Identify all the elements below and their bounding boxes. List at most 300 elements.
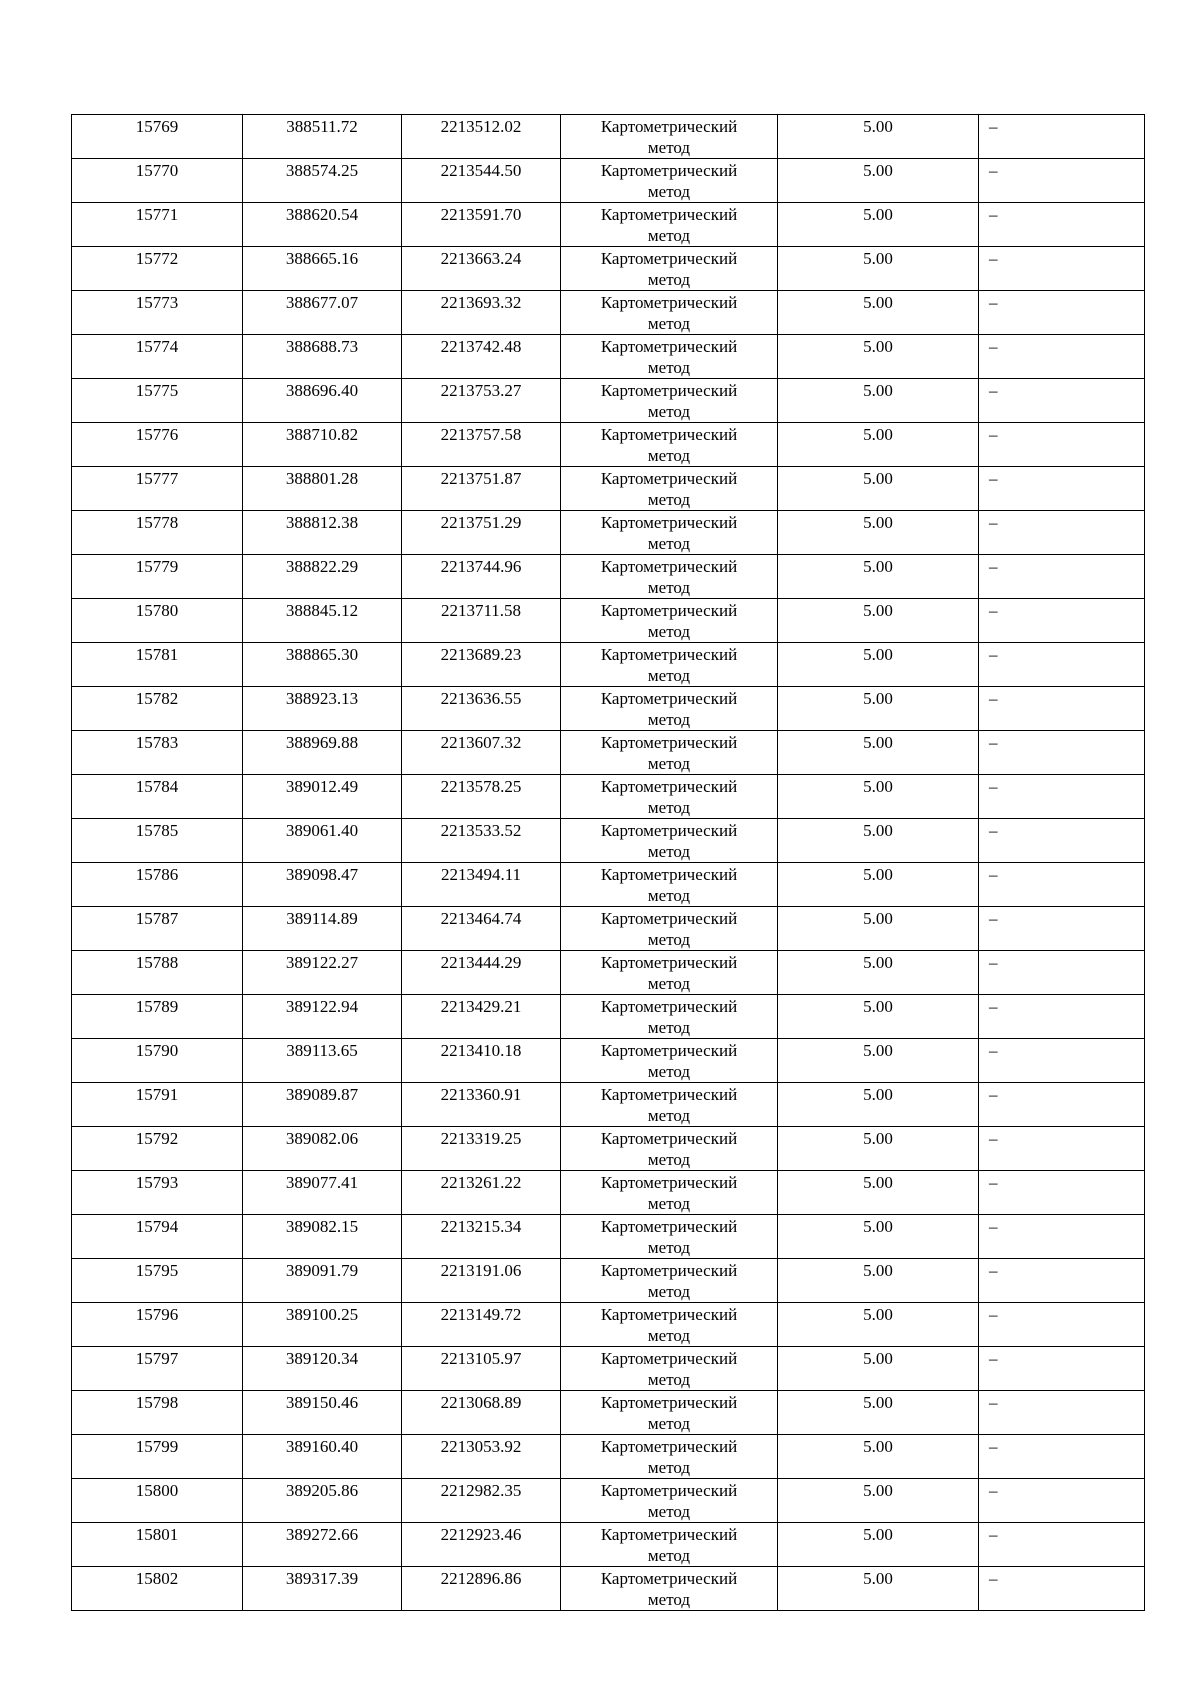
note-cell-text: – bbox=[989, 337, 998, 356]
y-coordinate-cell bbox=[402, 511, 561, 555]
point-number-cell bbox=[72, 599, 243, 643]
accuracy-cell bbox=[778, 467, 979, 511]
table-row bbox=[72, 1127, 1145, 1171]
method-line-1: Картометрический bbox=[600, 557, 738, 576]
point-number-cell-text: 15785 bbox=[135, 821, 179, 840]
y-coordinate-cell bbox=[402, 1567, 561, 1611]
y-coordinate-cell bbox=[402, 467, 561, 511]
accuracy-cell-text: 5.00 bbox=[863, 997, 893, 1016]
point-number-cell bbox=[72, 951, 243, 995]
method-cell bbox=[561, 1127, 778, 1171]
x-coordinate-cell bbox=[243, 1391, 402, 1435]
x-coordinate-cell bbox=[243, 1259, 402, 1303]
point-number-cell bbox=[72, 203, 243, 247]
method-line-1: Картометрический bbox=[600, 1129, 738, 1148]
accuracy-cell bbox=[778, 1435, 979, 1479]
accuracy-cell bbox=[778, 1303, 979, 1347]
table-row bbox=[72, 731, 1145, 775]
method-cell bbox=[561, 731, 778, 775]
y-coordinate-cell bbox=[402, 643, 561, 687]
y-coordinate-cell-text: 2212982.35 bbox=[440, 1481, 522, 1500]
point-number-cell bbox=[72, 775, 243, 819]
method-line-2: метод bbox=[647, 842, 691, 861]
y-coordinate-cell bbox=[402, 1127, 561, 1171]
y-coordinate-cell bbox=[402, 951, 561, 995]
method-cell bbox=[561, 1479, 778, 1523]
y-coordinate-cell-text: 2213068.89 bbox=[440, 1393, 522, 1412]
point-number-cell-text: 15789 bbox=[135, 997, 179, 1016]
method-line-2: метод bbox=[647, 1326, 691, 1345]
point-number-cell-text: 15769 bbox=[135, 117, 179, 136]
note-cell-text: – bbox=[989, 1217, 998, 1236]
x-coordinate-cell bbox=[243, 511, 402, 555]
method-cell bbox=[561, 115, 778, 159]
accuracy-cell bbox=[778, 1215, 979, 1259]
note-cell-text: – bbox=[989, 513, 998, 532]
point-number-cell bbox=[72, 159, 243, 203]
table-row bbox=[72, 1259, 1145, 1303]
x-coordinate-cell bbox=[243, 1435, 402, 1479]
method-line-2: метод bbox=[647, 622, 691, 641]
note-cell-text: – bbox=[989, 909, 998, 928]
method-cell bbox=[561, 819, 778, 863]
method-cell bbox=[561, 951, 778, 995]
y-coordinate-cell bbox=[402, 247, 561, 291]
note-cell-text: – bbox=[989, 1173, 998, 1192]
y-coordinate-cell-text: 2213533.52 bbox=[440, 821, 522, 840]
point-number-cell bbox=[72, 423, 243, 467]
note-cell bbox=[979, 247, 1145, 291]
point-number-cell bbox=[72, 643, 243, 687]
note-cell-text: – bbox=[989, 777, 998, 796]
x-coordinate-cell-text: 389100.25 bbox=[285, 1305, 359, 1324]
point-number-cell-text: 15795 bbox=[135, 1261, 179, 1280]
method-line-2: метод bbox=[647, 578, 691, 597]
method-line-2: метод bbox=[647, 1238, 691, 1257]
x-coordinate-cell-text: 388574.25 bbox=[285, 161, 359, 180]
method-line-1: Картометрический bbox=[600, 469, 738, 488]
x-coordinate-cell bbox=[243, 203, 402, 247]
table-row bbox=[72, 1435, 1145, 1479]
note-cell bbox=[979, 1083, 1145, 1127]
table-row bbox=[72, 511, 1145, 555]
x-coordinate-cell-text: 389089.87 bbox=[285, 1085, 359, 1104]
table-row bbox=[72, 159, 1145, 203]
method-line-1: Картометрический bbox=[600, 337, 738, 356]
accuracy-cell bbox=[778, 555, 979, 599]
point-number-cell bbox=[72, 1567, 243, 1611]
point-number-cell bbox=[72, 907, 243, 951]
point-number-cell-text: 15780 bbox=[135, 601, 179, 620]
x-coordinate-cell-text: 389205.86 bbox=[285, 1481, 359, 1500]
y-coordinate-cell bbox=[402, 995, 561, 1039]
method-line-1: Картометрический bbox=[600, 1217, 738, 1236]
method-line-1: Картометрический bbox=[600, 1393, 738, 1412]
point-number-cell bbox=[72, 995, 243, 1039]
method-line-2: метод bbox=[647, 1414, 691, 1433]
y-coordinate-cell bbox=[402, 599, 561, 643]
table-row bbox=[72, 379, 1145, 423]
method-cell bbox=[561, 555, 778, 599]
point-number-cell bbox=[72, 291, 243, 335]
method-line-2: метод bbox=[647, 666, 691, 685]
point-number-cell bbox=[72, 1171, 243, 1215]
accuracy-cell bbox=[778, 1039, 979, 1083]
method-line-2: метод bbox=[647, 1590, 691, 1609]
method-cell bbox=[561, 1347, 778, 1391]
table-row bbox=[72, 1391, 1145, 1435]
x-coordinate-cell bbox=[243, 1567, 402, 1611]
method-line-2: метод bbox=[647, 270, 691, 289]
x-coordinate-cell-text: 388865.30 bbox=[285, 645, 359, 664]
table-row bbox=[72, 247, 1145, 291]
point-number-cell-text: 15797 bbox=[135, 1349, 179, 1368]
accuracy-cell bbox=[778, 951, 979, 995]
note-cell-text: – bbox=[989, 689, 998, 708]
accuracy-cell bbox=[778, 159, 979, 203]
method-line-2: метод bbox=[647, 358, 691, 377]
y-coordinate-cell bbox=[402, 1303, 561, 1347]
method-cell bbox=[561, 1303, 778, 1347]
note-cell bbox=[979, 1171, 1145, 1215]
method-line-1: Картометрический bbox=[600, 601, 738, 620]
x-coordinate-cell bbox=[243, 467, 402, 511]
note-cell-text: – bbox=[989, 953, 998, 972]
coordinates-table bbox=[71, 114, 1145, 1611]
method-cell bbox=[561, 1083, 778, 1127]
coordinates-table-body bbox=[72, 115, 1145, 1611]
point-number-cell-text: 15778 bbox=[135, 513, 179, 532]
document-page bbox=[71, 114, 1145, 1611]
y-coordinate-cell-text: 2213429.21 bbox=[440, 997, 522, 1016]
method-cell bbox=[561, 1567, 778, 1611]
point-number-cell-text: 15796 bbox=[135, 1305, 179, 1324]
accuracy-cell-text: 5.00 bbox=[863, 1437, 893, 1456]
y-coordinate-cell bbox=[402, 775, 561, 819]
accuracy-cell bbox=[778, 1127, 979, 1171]
accuracy-cell-text: 5.00 bbox=[863, 425, 893, 444]
accuracy-cell-text: 5.00 bbox=[863, 557, 893, 576]
point-number-cell-text: 15799 bbox=[135, 1437, 179, 1456]
note-cell-text: – bbox=[989, 557, 998, 576]
method-line-2: метод bbox=[647, 1062, 691, 1081]
method-cell bbox=[561, 687, 778, 731]
note-cell bbox=[979, 379, 1145, 423]
note-cell-text: – bbox=[989, 117, 998, 136]
x-coordinate-cell bbox=[243, 687, 402, 731]
x-coordinate-cell-text: 388688.73 bbox=[285, 337, 359, 356]
note-cell-text: – bbox=[989, 1349, 998, 1368]
accuracy-cell-text: 5.00 bbox=[863, 293, 893, 312]
table-row bbox=[72, 291, 1145, 335]
y-coordinate-cell bbox=[402, 335, 561, 379]
table-row bbox=[72, 115, 1145, 159]
y-coordinate-cell bbox=[402, 1435, 561, 1479]
y-coordinate-cell-text: 2213464.74 bbox=[440, 909, 522, 928]
point-number-cell-text: 15787 bbox=[135, 909, 179, 928]
method-line-2: метод bbox=[647, 930, 691, 949]
point-number-cell-text: 15798 bbox=[135, 1393, 179, 1412]
note-cell bbox=[979, 1391, 1145, 1435]
accuracy-cell bbox=[778, 1523, 979, 1567]
accuracy-cell-text: 5.00 bbox=[863, 1041, 893, 1060]
method-line-2: метод bbox=[647, 974, 691, 993]
y-coordinate-cell-text: 2213191.06 bbox=[440, 1261, 522, 1280]
x-coordinate-cell-text: 388665.16 bbox=[285, 249, 359, 268]
method-line-1: Картометрический bbox=[600, 1041, 738, 1060]
x-coordinate-cell bbox=[243, 819, 402, 863]
accuracy-cell bbox=[778, 599, 979, 643]
point-number-cell-text: 15802 bbox=[135, 1569, 179, 1588]
table-row bbox=[72, 1347, 1145, 1391]
method-line-1: Картометрический bbox=[600, 953, 738, 972]
point-number-cell-text: 15774 bbox=[135, 337, 179, 356]
point-number-cell bbox=[72, 819, 243, 863]
method-cell bbox=[561, 995, 778, 1039]
y-coordinate-cell bbox=[402, 1347, 561, 1391]
method-line-1: Картометрический bbox=[600, 205, 738, 224]
y-coordinate-cell-text: 2213544.50 bbox=[440, 161, 522, 180]
accuracy-cell-text: 5.00 bbox=[863, 337, 893, 356]
table-row bbox=[72, 1479, 1145, 1523]
x-coordinate-cell bbox=[243, 951, 402, 995]
method-line-2: метод bbox=[647, 1370, 691, 1389]
point-number-cell-text: 15781 bbox=[135, 645, 179, 664]
note-cell-text: – bbox=[989, 1393, 998, 1412]
x-coordinate-cell bbox=[243, 1215, 402, 1259]
accuracy-cell bbox=[778, 379, 979, 423]
method-line-2: метод bbox=[647, 1458, 691, 1477]
x-coordinate-cell bbox=[243, 379, 402, 423]
x-coordinate-cell bbox=[243, 1479, 402, 1523]
note-cell bbox=[979, 907, 1145, 951]
point-number-cell bbox=[72, 1303, 243, 1347]
table-row bbox=[72, 467, 1145, 511]
table-row bbox=[72, 423, 1145, 467]
x-coordinate-cell-text: 389150.46 bbox=[285, 1393, 359, 1412]
table-row bbox=[72, 203, 1145, 247]
note-cell bbox=[979, 1259, 1145, 1303]
point-number-cell bbox=[72, 115, 243, 159]
y-coordinate-cell-text: 2213053.92 bbox=[440, 1437, 522, 1456]
accuracy-cell bbox=[778, 907, 979, 951]
accuracy-cell bbox=[778, 687, 979, 731]
point-number-cell bbox=[72, 863, 243, 907]
method-line-2: метод bbox=[647, 886, 691, 905]
table-row bbox=[72, 951, 1145, 995]
y-coordinate-cell-text: 2213512.02 bbox=[440, 117, 522, 136]
method-cell bbox=[561, 1435, 778, 1479]
x-coordinate-cell bbox=[243, 1347, 402, 1391]
accuracy-cell bbox=[778, 1567, 979, 1611]
note-cell bbox=[979, 731, 1145, 775]
accuracy-cell bbox=[778, 1083, 979, 1127]
accuracy-cell bbox=[778, 731, 979, 775]
table-row bbox=[72, 335, 1145, 379]
point-number-cell-text: 15800 bbox=[135, 1481, 179, 1500]
accuracy-cell-text: 5.00 bbox=[863, 1085, 893, 1104]
note-cell bbox=[979, 863, 1145, 907]
method-line-2: метод bbox=[647, 798, 691, 817]
y-coordinate-cell bbox=[402, 555, 561, 599]
y-coordinate-cell-text: 2213636.55 bbox=[440, 689, 522, 708]
method-line-1: Картометрический bbox=[600, 1173, 738, 1192]
note-cell bbox=[979, 819, 1145, 863]
point-number-cell bbox=[72, 555, 243, 599]
point-number-cell bbox=[72, 687, 243, 731]
point-number-cell-text: 15794 bbox=[135, 1217, 179, 1236]
note-cell-text: – bbox=[989, 1481, 998, 1500]
x-coordinate-cell-text: 388812.38 bbox=[285, 513, 359, 532]
x-coordinate-cell-text: 389317.39 bbox=[285, 1569, 359, 1588]
note-cell bbox=[979, 775, 1145, 819]
method-line-1: Картометрический bbox=[600, 1305, 738, 1324]
table-row bbox=[72, 995, 1145, 1039]
x-coordinate-cell-text: 389122.94 bbox=[285, 997, 359, 1016]
x-coordinate-cell-text: 388923.13 bbox=[285, 689, 359, 708]
accuracy-cell-text: 5.00 bbox=[863, 161, 893, 180]
y-coordinate-cell-text: 2212923.46 bbox=[440, 1525, 522, 1544]
y-coordinate-cell-text: 2213215.34 bbox=[440, 1217, 522, 1236]
table-row bbox=[72, 1567, 1145, 1611]
method-cell bbox=[561, 863, 778, 907]
method-cell bbox=[561, 379, 778, 423]
note-cell bbox=[979, 1435, 1145, 1479]
method-line-2: метод bbox=[647, 1194, 691, 1213]
note-cell bbox=[979, 115, 1145, 159]
x-coordinate-cell bbox=[243, 1171, 402, 1215]
method-line-2: метод bbox=[647, 1282, 691, 1301]
note-cell bbox=[979, 423, 1145, 467]
note-cell-text: – bbox=[989, 469, 998, 488]
method-cell bbox=[561, 423, 778, 467]
x-coordinate-cell-text: 389077.41 bbox=[285, 1173, 359, 1192]
note-cell-text: – bbox=[989, 865, 998, 884]
accuracy-cell bbox=[778, 1171, 979, 1215]
method-cell bbox=[561, 159, 778, 203]
method-line-1: Картометрический bbox=[600, 1525, 738, 1544]
method-line-1: Картометрический bbox=[600, 777, 738, 796]
point-number-cell-text: 15784 bbox=[135, 777, 179, 796]
x-coordinate-cell-text: 388710.82 bbox=[285, 425, 359, 444]
point-number-cell-text: 15793 bbox=[135, 1173, 179, 1192]
method-line-1: Картометрический bbox=[600, 1261, 738, 1280]
method-cell bbox=[561, 643, 778, 687]
y-coordinate-cell bbox=[402, 1523, 561, 1567]
method-line-2: метод bbox=[647, 710, 691, 729]
y-coordinate-cell bbox=[402, 1215, 561, 1259]
x-coordinate-cell bbox=[243, 731, 402, 775]
note-cell-text: – bbox=[989, 601, 998, 620]
method-line-1: Картометрический bbox=[600, 1569, 738, 1588]
y-coordinate-cell bbox=[402, 291, 561, 335]
method-line-1: Картометрический bbox=[600, 865, 738, 884]
x-coordinate-cell-text: 388822.29 bbox=[285, 557, 359, 576]
accuracy-cell-text: 5.00 bbox=[863, 645, 893, 664]
method-line-1: Картометрический bbox=[600, 161, 738, 180]
point-number-cell bbox=[72, 1259, 243, 1303]
point-number-cell bbox=[72, 379, 243, 423]
y-coordinate-cell bbox=[402, 687, 561, 731]
x-coordinate-cell-text: 389160.40 bbox=[285, 1437, 359, 1456]
method-line-1: Картометрический bbox=[600, 117, 738, 136]
x-coordinate-cell-text: 388801.28 bbox=[285, 469, 359, 488]
y-coordinate-cell-text: 2212896.86 bbox=[440, 1569, 522, 1588]
accuracy-cell bbox=[778, 115, 979, 159]
x-coordinate-cell-text: 389114.89 bbox=[286, 909, 358, 928]
x-coordinate-cell bbox=[243, 863, 402, 907]
method-line-1: Картометрический bbox=[600, 293, 738, 312]
x-coordinate-cell-text: 388620.54 bbox=[285, 205, 359, 224]
method-line-2: метод bbox=[647, 182, 691, 201]
accuracy-cell bbox=[778, 1259, 979, 1303]
x-coordinate-cell-text: 389272.66 bbox=[285, 1525, 359, 1544]
method-cell bbox=[561, 1215, 778, 1259]
point-number-cell bbox=[72, 1391, 243, 1435]
y-coordinate-cell-text: 2213753.27 bbox=[440, 381, 522, 400]
method-line-1: Картометрический bbox=[600, 381, 738, 400]
note-cell-text: – bbox=[989, 249, 998, 268]
x-coordinate-cell-text: 389091.79 bbox=[285, 1261, 359, 1280]
accuracy-cell bbox=[778, 1479, 979, 1523]
table-row bbox=[72, 907, 1145, 951]
table-row bbox=[72, 1215, 1145, 1259]
y-coordinate-cell-text: 2213711.58 bbox=[440, 601, 522, 620]
method-line-2: метод bbox=[647, 1502, 691, 1521]
point-number-cell-text: 15790 bbox=[135, 1041, 179, 1060]
x-coordinate-cell bbox=[243, 775, 402, 819]
method-cell bbox=[561, 511, 778, 555]
note-cell bbox=[979, 1039, 1145, 1083]
method-line-1: Картометрический bbox=[600, 645, 738, 664]
method-line-1: Картометрический bbox=[600, 821, 738, 840]
accuracy-cell-text: 5.00 bbox=[863, 1173, 893, 1192]
y-coordinate-cell-text: 2213578.25 bbox=[440, 777, 522, 796]
accuracy-cell-text: 5.00 bbox=[863, 1569, 893, 1588]
y-coordinate-cell bbox=[402, 1039, 561, 1083]
table-row bbox=[72, 1083, 1145, 1127]
accuracy-cell-text: 5.00 bbox=[863, 469, 893, 488]
accuracy-cell-text: 5.00 bbox=[863, 865, 893, 884]
y-coordinate-cell bbox=[402, 379, 561, 423]
method-cell bbox=[561, 907, 778, 951]
method-cell bbox=[561, 291, 778, 335]
accuracy-cell-text: 5.00 bbox=[863, 1393, 893, 1412]
x-coordinate-cell-text: 389082.15 bbox=[285, 1217, 359, 1236]
accuracy-cell-text: 5.00 bbox=[863, 1305, 893, 1324]
x-coordinate-cell bbox=[243, 159, 402, 203]
accuracy-cell bbox=[778, 203, 979, 247]
note-cell-text: – bbox=[989, 1261, 998, 1280]
note-cell-text: – bbox=[989, 1129, 998, 1148]
accuracy-cell bbox=[778, 423, 979, 467]
table-row bbox=[72, 1039, 1145, 1083]
accuracy-cell bbox=[778, 643, 979, 687]
y-coordinate-cell bbox=[402, 1479, 561, 1523]
note-cell bbox=[979, 159, 1145, 203]
y-coordinate-cell bbox=[402, 1391, 561, 1435]
point-number-cell bbox=[72, 1347, 243, 1391]
note-cell-text: – bbox=[989, 381, 998, 400]
accuracy-cell bbox=[778, 995, 979, 1039]
note-cell-text: – bbox=[989, 1041, 998, 1060]
note-cell-text: – bbox=[989, 1569, 998, 1588]
y-coordinate-cell bbox=[402, 203, 561, 247]
point-number-cell-text: 15775 bbox=[135, 381, 179, 400]
point-number-cell-text: 15776 bbox=[135, 425, 179, 444]
accuracy-cell bbox=[778, 775, 979, 819]
table-row bbox=[72, 1171, 1145, 1215]
